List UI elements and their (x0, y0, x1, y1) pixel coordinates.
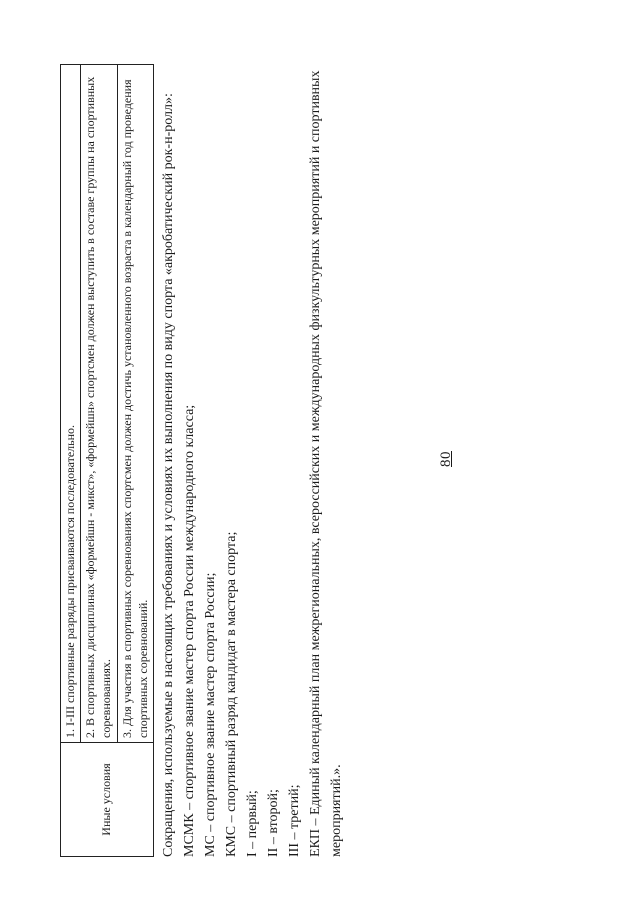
row-label-cell: Иные условия (61, 743, 154, 857)
note-line: ЕКП – Единый календарный план межрегиональных, всероссийских и международных физкультурных мероприятий и спортивных мероприятий.». (308, 70, 344, 857)
condition-item-1: 1. I-III спортивные разряды присваиваются последовательно. (61, 65, 81, 743)
conditions-table (60, 64, 154, 857)
notes-intro: Сокращения, используемые в настоящих требованиях и условиях их выполнения по виду спорта «акробатический рок-н-ролл»: (161, 93, 176, 857)
note-line: II – второй; (266, 789, 281, 857)
condition-item-2: 2. В спортивных дисциплинах «формейшн - микст», «формейшн» спортсмен должен выступить в составе группы на спортивных соревнованиях. (81, 65, 117, 743)
note-line: МС – спортивное звание мастер спорта России; (203, 572, 218, 857)
table-row (61, 65, 81, 857)
page-number-text: 80 (438, 451, 454, 467)
abbreviations-notes (158, 47, 347, 857)
condition-item-3: 3. Для участия в спортивных соревнованиях спортсмен должен достичь установленного возраста в календарный год проведения спортивных соревнований. (117, 65, 153, 743)
note-line: МСМК – спортивное звание мастер спорта России международного класса; (182, 404, 197, 857)
note-line: III – третий; (287, 784, 302, 857)
table-row (81, 65, 117, 857)
table-row (117, 65, 153, 857)
note-line: КМС – спортивный разряд кандидат в мастера спорта; (224, 531, 239, 857)
note-line: I – первый; (245, 790, 260, 857)
